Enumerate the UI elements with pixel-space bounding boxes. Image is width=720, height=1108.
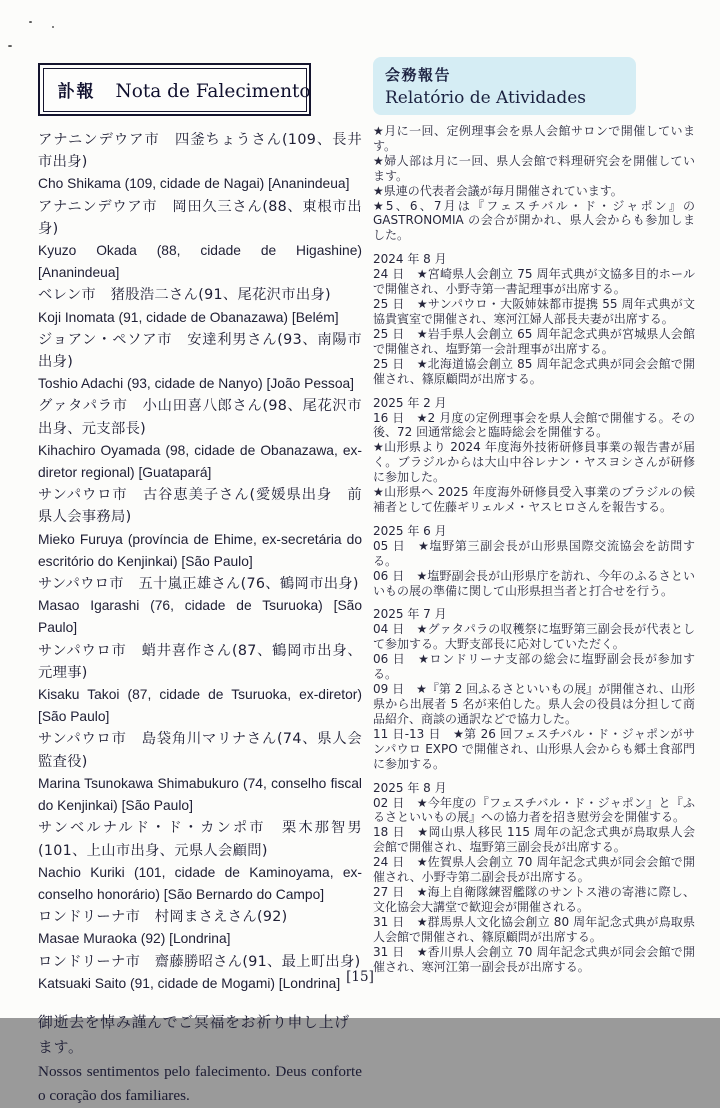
report-item: 09 日 ★『第 2 回ふるさといいもの展』が開催され、山形県から出展者 5 名が来伯した。県人会の役員は分担して商品紹介、商談の通訳などで協力した。 [373, 682, 695, 726]
report-item: 25 日 ★北海道協会創立 85 周年記念式典が同会会館で開催され、篠原顧問が出席する。 [373, 356, 695, 386]
activity-report-section [373, 57, 695, 974]
condolence-pt: Nossos sentimentos pelo falecimento. Deus conforte o coração dos familiares. [38, 1062, 362, 1104]
scan-speck [29, 21, 32, 23]
obituary-entry-ja: サンパウロ市 島袋角川マリナさん(74、県人会監査役) [38, 731, 362, 770]
report-item: 16 日 ★2 月度の定例理事会を県人会館で開催する。その後、72 回通常総会と臨時総会を開催する。 [373, 410, 695, 440]
report-item: 24 日 ★宮崎県人会創立 75 周年式典が文協多目的ホールで開催され、小野寺第一書記理事が出席する。 [373, 267, 695, 297]
obituary-entry-ja: ベレン市 猪股浩二さん(91、尾花沢市出身) [38, 287, 331, 304]
report-month-items [373, 796, 695, 975]
obituary-entry [38, 284, 362, 328]
obituary-entry-ja: アナニンデウア市 岡田久三さん(88、東根市出身) [38, 198, 362, 237]
report-month-section-2025-07 [373, 607, 695, 771]
obituary-entry [38, 817, 362, 906]
report-intro [373, 124, 695, 243]
obituary-entry-pt: Cho Shikama (109, cidade de Nagai) [Ananindeua] [38, 176, 350, 192]
obituary-entry-ja: サンベルナルド・ド・カンポ市 栗木那智男(101、上山市出身、元県人会顧問) [38, 820, 362, 859]
report-item: 04 日 ★グァタパラの収穫祭に塩野第三副会長が代表として参加する。大野支部長に応対していただく。 [373, 622, 695, 652]
obituary-entry-pt: Mieko Furuya (província de Ehime, ex-secretária do escritório do Kenjinkai) [São Paulo] [38, 531, 362, 569]
report-intro-item: ★月に一回、定例理事会を県人会館サロンで開催しています。 [373, 124, 695, 153]
report-intro-item: ★5、6、7月は『フェスチバル・ド・ジャポン』の GASTRONOMIA の会合が開かれ、県人会からも参加しました。 [373, 198, 695, 243]
obituary-title-ja: 訃報 [57, 81, 96, 102]
obituary-entry-ja: サンパウロ市 古谷恵美子さん(愛媛県出身 前県人会事務局) [38, 487, 362, 526]
obituary-entry-pt: Toshio Adachi (93, cidade de Nanyo) [João Pessoa] [38, 376, 354, 392]
obituary-title-box-inner [43, 68, 311, 112]
obituary-entry [38, 395, 362, 484]
condolence-message [38, 1010, 362, 1108]
report-month-heading: 2025 年 7 月 [373, 607, 447, 622]
report-item: 25 日 ★サンパウロ・大阪姉妹都市提携 55 周年式典が文協貴賓室で開催され、寒河江婦人部長夫妻が出席する。 [373, 297, 695, 326]
report-month-items [373, 411, 695, 515]
obituary-entry [38, 906, 362, 950]
report-month-section-2025-06 [373, 524, 695, 599]
report-month-items [373, 267, 695, 386]
report-item: 31 日 ★香川県人会創立 70 周年記念式典が同会会館で開催され、寒河江第一副会長が出席する。 [373, 944, 695, 974]
obituary-entry [38, 573, 362, 640]
obituary-entry-pt: Koji Inomata (91, cidade de Obanazawa) [Belém] [38, 309, 339, 325]
report-month-heading: 2025 年 6 月 [373, 523, 447, 538]
obituary-entry [38, 196, 362, 285]
report-item: 18 日 ★岡山県人移民 115 周年の記念式典が鳥取県人会会館で開催され、塩野第三副会長が出席する。 [373, 825, 695, 855]
report-month-section-2025-02 [373, 396, 695, 515]
report-item: 06 日 ★塩野副会長が山形県庁を訪れ、今年のふるさといいもの展の準備に関して山形県担当者と打合せを行う。 [373, 568, 695, 598]
obituary-entry [38, 640, 362, 729]
report-item: 31 日 ★群馬県人文化協会創立 80 周年記念式典が鳥取県人会館で開催され、篠原顧問が出席する。 [373, 914, 695, 944]
report-item: 11 日-13 日 ★第 26 回フェスチバル・ド・ジャポンがサンパウロ EXPO で開催され、山形県人会からも郷土食部門に参加する。 [373, 726, 695, 771]
page-number: [15] [346, 969, 374, 985]
obituary-entry-ja: サンパウロ市 五十嵐正雄さん(76、鶴岡市出身) [38, 576, 359, 593]
report-item: 24 日 ★佐賀県人会創立 70 周年記念式典が同会会館で開催され、小野寺第二副会長が出席する。 [373, 855, 695, 885]
obituary-entry-pt: Nachio Kuriki (101, cidade de Kaminoyama, ex-conselho honorário) [São Bernardo do Campo] [38, 864, 362, 902]
obituary-entry-pt: Kisaku Takoi (87, cidade de Tsuruoka, ex-diretor) [São Paulo] [38, 687, 362, 725]
obituary-entry-ja: ジョアン・ペソア市 安達利男さん(93、南陽市出身) [38, 331, 362, 371]
report-month-heading: 2024 年 8 月 [373, 252, 447, 267]
obituary-entry-ja: ロンドリーナ市 村岡まさえさん(92) [38, 909, 288, 926]
scan-speck [8, 45, 12, 47]
obituary-list [38, 129, 362, 995]
obituary-entry-pt: Masae Muraoka (92) [Londrina] [38, 931, 231, 947]
report-title-ja: 会務報告 [385, 66, 452, 84]
report-intro-item: ★県連の代表者会議が毎月開催されています。 [373, 183, 623, 198]
obituary-title-pt: Nota de Falecimento [115, 80, 311, 102]
report-title-pt: Relatório de Atividades [385, 88, 587, 108]
report-month-heading: 2025 年 2 月 [373, 395, 447, 410]
report-item: 05 日 ★塩野第三副会長が山形県国際交流協会を訪問する。 [373, 538, 695, 568]
obituary-entry-pt: Marina Tsunokawa Shimabukuro (74, conselho fiscal do Kenjinkai) [São Paulo] [38, 775, 362, 814]
report-item: 02 日 ★今年度の『フェスチバル・ド・ジャポン』と『ふるさといいもの展』への協力者を招き慰労会を開催する。 [373, 795, 695, 825]
report-month-items [373, 539, 695, 599]
obituary-entry-pt: Katsuaki Saito (91, cidade de Mogami) [Londrina] [38, 975, 341, 991]
report-item: 06 日 ★ロンドリーナ支部の総会に塩野副会長が参加する。 [373, 652, 695, 682]
obituary-entry [38, 329, 362, 396]
obituary-title-box [38, 63, 311, 116]
report-item: 27 日 ★海上自衛隊練習艦隊のサントス港の寄港に際し、文化協会大講堂で歓迎会が開催される。 [373, 884, 695, 914]
report-month-heading: 2025 年 8 月 [373, 780, 447, 795]
obituary-entry-ja: ロンドリーナ市 齋藤勝昭さん(91、最上町出身) [38, 953, 361, 970]
report-intro-item: ★婦人部は月に一回、県人会館で料理研究会を開催しています。 [373, 153, 695, 183]
obituary-entry-ja: グァタパラ市 小山田喜八郎さん(98、尾花沢市出身、元支部長) [38, 398, 362, 437]
obituary-entry [38, 484, 362, 573]
report-item: 25 日 ★岩手県人会創立 65 周年記念式典が宮城県人会館で開催され、塩野第一会計理事が出席する。 [373, 326, 695, 356]
obituary-entry-pt: Kihachiro Oyamada (98, cidade de Obanazawa, ex-diretor regional) [Guatapará] [38, 442, 362, 481]
obituary-entry-pt: Kyuzo Okada (88, cidade de Higashine) [Ananindeua] [38, 243, 362, 281]
obituary-entry [38, 129, 362, 196]
obituary-entry-ja: サンパウロ市 蛸井喜作さん(87、鶴岡市出身、元理事) [38, 642, 362, 681]
condolence-ja: 御逝去を悼み謹んでご冥福をお祈り申し上げます。 [38, 1013, 350, 1056]
report-header [373, 57, 636, 115]
report-item: ★山形県へ 2025 年度海外研修員受入事業のブラジルの候補者として佐藤ギリェルメ・ヤスヒロさんを報告する。 [373, 485, 695, 514]
report-month-section-2025-08 [373, 781, 695, 975]
report-month-items [373, 622, 695, 771]
obituary-entry-ja: アナニンデウア市 四釜ちょうさん(109、長井市出身) [38, 132, 362, 171]
scan-speck [52, 26, 54, 28]
report-month-section-2024-08 [373, 252, 695, 386]
report-item: ★山形県より 2024 年度海外技術研修員事業の報告書が届く。ブラジルからは大山中谷レナン・ヤスヨシさんが研修に参加した。 [373, 440, 695, 485]
obituary-entry [38, 728, 362, 817]
obituary-section [38, 63, 362, 1108]
obituary-entry-pt: Masao Igarashi (76, cidade de Tsuruoka) [São Paulo] [38, 598, 362, 636]
